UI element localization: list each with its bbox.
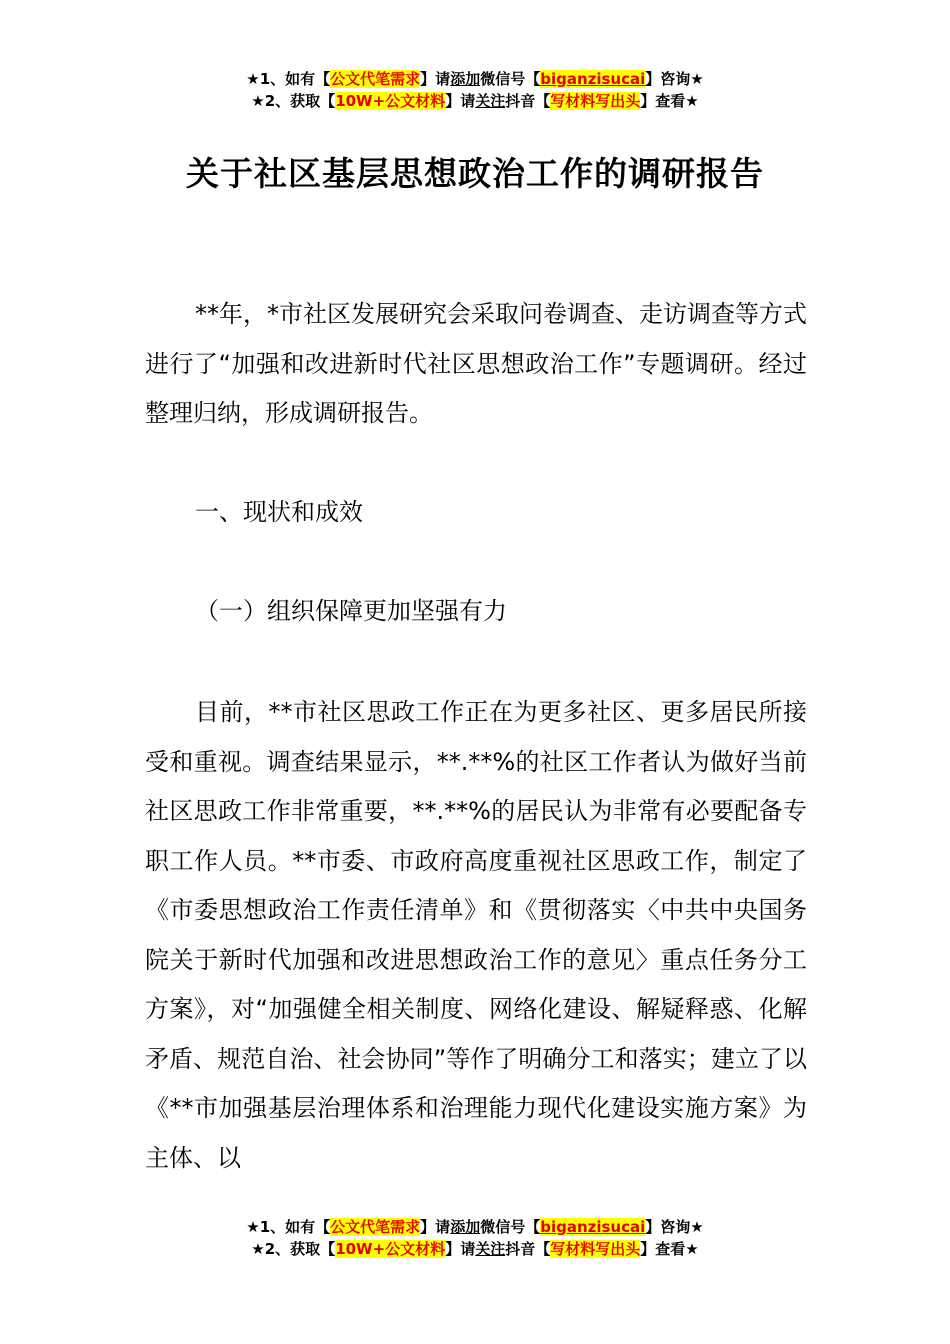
ad-wechat-id: biganzisucai bbox=[540, 1218, 646, 1236]
ad-line1-mid2: 微信号【 bbox=[480, 1218, 541, 1236]
ad-banner-top bbox=[0, 68, 950, 112]
ad-line1-mid1: 】请 bbox=[420, 70, 451, 88]
ad-line2-suffix: 】查看★ bbox=[640, 92, 699, 110]
ad-line2-prefix: ★2、获取【 bbox=[251, 1240, 336, 1258]
ad-douyin-id: 写材料写出头 bbox=[550, 1240, 641, 1258]
ad-line2-mid2: 抖音【 bbox=[505, 1240, 551, 1258]
ad-line-2 bbox=[0, 90, 950, 112]
ad-line2-mid1: 】请 bbox=[445, 1240, 476, 1258]
ad-banner-bottom bbox=[0, 1216, 950, 1260]
ad-materials-highlight: 10W+公文材料 bbox=[335, 1240, 446, 1258]
ad-line2-emph: 关注 bbox=[475, 92, 506, 110]
ad-service-highlight: 公文代笔需求 bbox=[330, 70, 421, 88]
ad-service-highlight: 公文代笔需求 bbox=[330, 1218, 421, 1236]
intro-paragraph: **年，*市社区发展研究会采取问卷调查、走访调查等方式进行了“加强和改进新时代社区思想政治工作”专题调研。经过整理归纳，形成调研报告。 bbox=[145, 300, 807, 427]
ad-line2-suffix: 】查看★ bbox=[640, 1240, 699, 1258]
ad-wechat-id: biganzisucai bbox=[540, 70, 646, 88]
ad-line-1 bbox=[0, 68, 950, 90]
ad-line2-prefix: ★2、获取【 bbox=[251, 92, 336, 110]
ad-line1-mid1: 】请 bbox=[420, 1218, 451, 1236]
ad-line-2 bbox=[0, 1238, 950, 1260]
ad-materials-highlight: 10W+公文材料 bbox=[335, 92, 446, 110]
document-title: 关于社区基层思想政治工作的调研报告 bbox=[186, 154, 764, 193]
ad-line1-prefix: ★1、如有【 bbox=[246, 70, 331, 88]
ad-line-1 bbox=[0, 1216, 950, 1238]
ad-line1-prefix: ★1、如有【 bbox=[246, 1218, 331, 1236]
ad-line2-mid2: 抖音【 bbox=[505, 92, 551, 110]
ad-line1-emph: 添加 bbox=[450, 1218, 481, 1236]
ad-line2-mid1: 】请 bbox=[445, 92, 476, 110]
ad-line1-suffix: 】咨询★ bbox=[645, 70, 704, 88]
ad-line1-emph: 添加 bbox=[450, 70, 481, 88]
ad-line1-mid2: 微信号【 bbox=[480, 70, 541, 88]
subsection-heading: （一）组织保障更加坚强有力 bbox=[195, 597, 507, 625]
ad-douyin-id: 写材料写出头 bbox=[550, 92, 641, 110]
section-heading: 一、现状和成效 bbox=[195, 498, 363, 526]
ad-line1-suffix: 】咨询★ bbox=[645, 1218, 704, 1236]
ad-line2-emph: 关注 bbox=[475, 1240, 506, 1258]
body-paragraph: 目前，**市社区思政工作正在为更多社区、更多居民所接受和重视。调查结果显示，**.**%的社区工作者认为做好当前社区思政工作非常重要，**.**%的居民认为非常有必要配备专职工作人员。**市委、市政府高度重视社区思政工作，制定了《市委思想政治工作责任清单》和《贯彻落实〈中共中央国务院关于新时代加强和改进思想政治工作的意见〉重点任务分工方案》，对“加强健全相关制度、网络化建设、解疑释惑、化解矛盾、规范自治、社会协同”等作了明确分工和落实；建立了以《**市加强基层治理体系和治理能力现代化建设实施方案》为主体、以 bbox=[145, 698, 807, 1172]
